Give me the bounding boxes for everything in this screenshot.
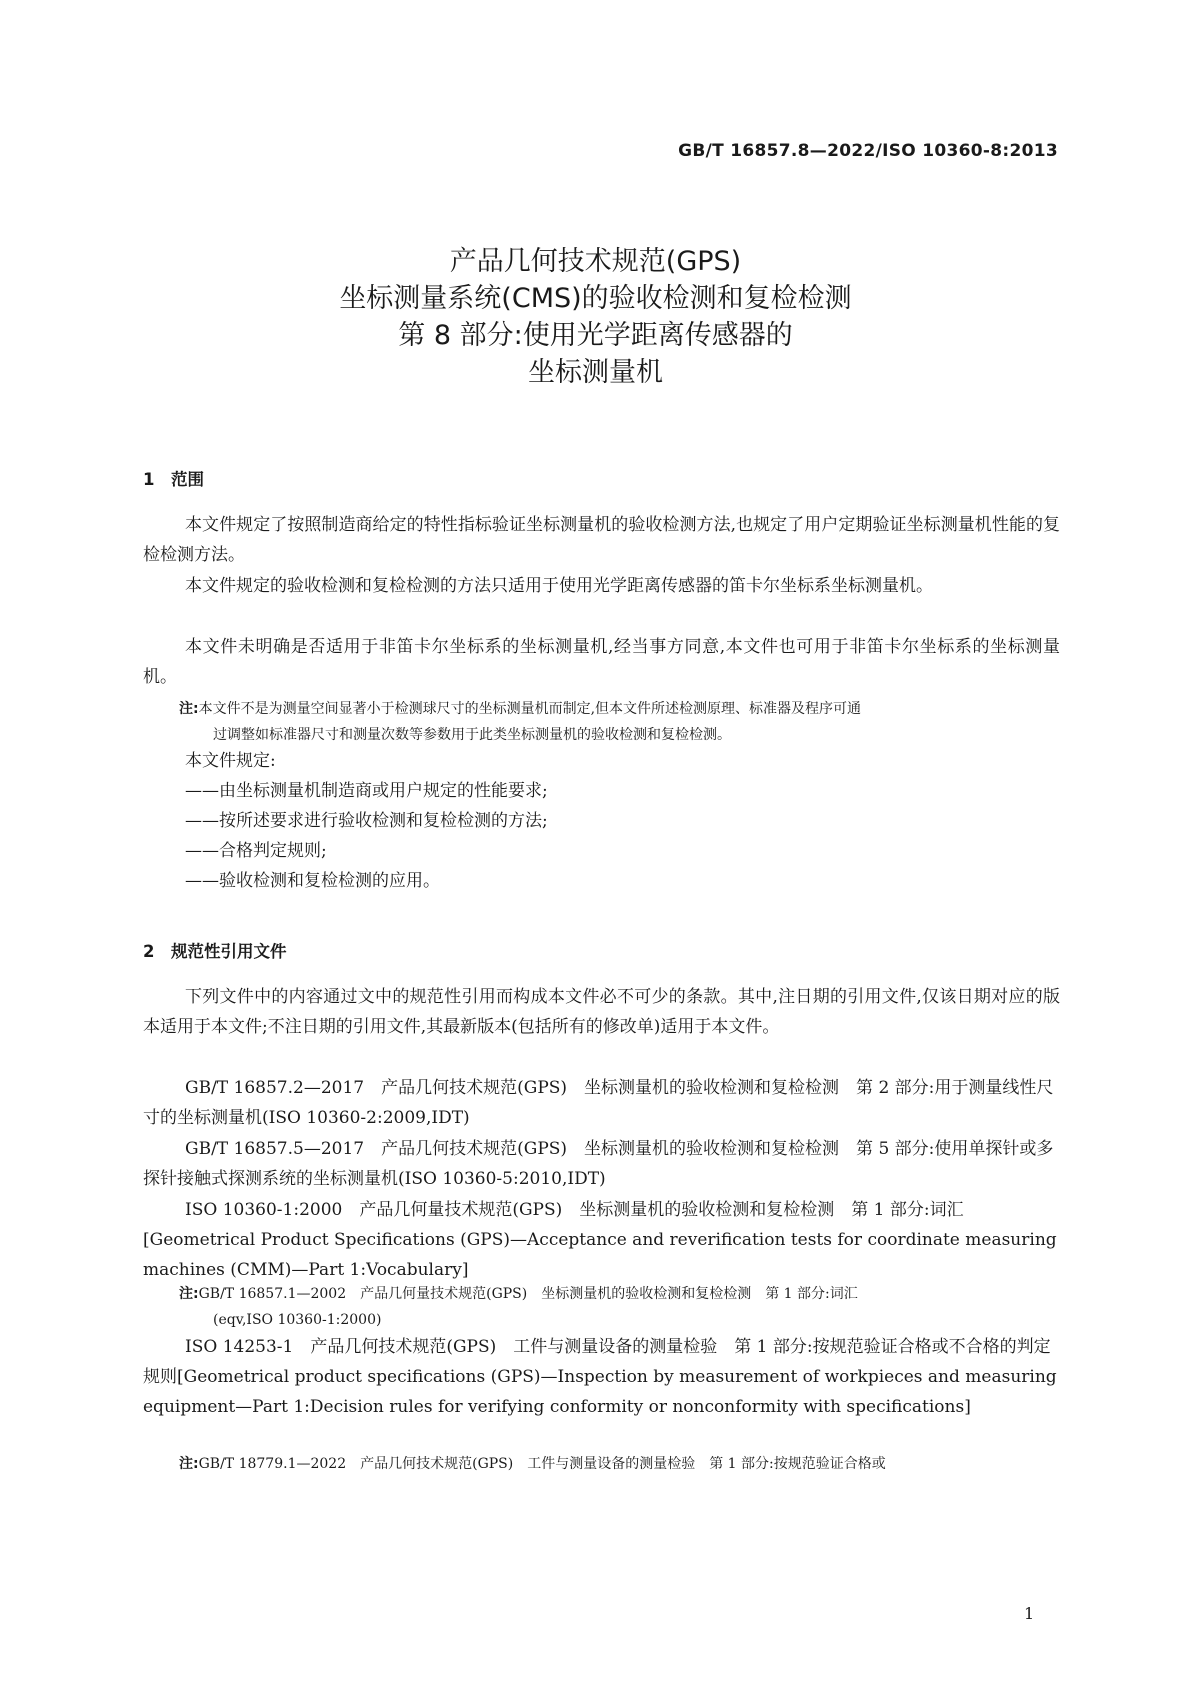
list-item: ——合格判定规则; (185, 841, 327, 861)
section-1-paragraph-1: 本文件规定了按照制造商给定的特性指标验证坐标测量机的验收检测方法,也规定了用户定期验证坐标测量机性能的复检检测方法。 (143, 515, 1060, 565)
note-label: 注: (179, 1456, 199, 1472)
section-1-title: 范围 (171, 470, 204, 489)
section-1-note (179, 696, 1059, 748)
section-2-intro: 下列文件中的内容通过文中的规范性引用而构成本文件必不可少的条款。其中,注日期的引用文件,仅该日期对应的版本适用于本文件;不注日期的引用文件,其最新版本(包括所有的修改单)适用于本文件。 (143, 987, 1060, 1037)
note-text-line-2: 过调整如标准器尺寸和测量次数等参数用于此类坐标测量机的验收检测和复检检测。 (213, 727, 731, 743)
note-text-line-1: 本文件不是为测量空间显著小于检测球尺寸的坐标测量机而制定,但本文件所述检测原理、标准器及程序可通 (198, 701, 862, 717)
section-2-number: 2 (143, 942, 155, 961)
reference-note-1 (179, 1281, 1059, 1333)
note-text-line-2: (eqv,ISO 10360-1:2000) (213, 1312, 382, 1328)
title-line-4: 坐标测量机 (528, 357, 663, 388)
note-text-line-1: GB/T 16857.1—2002 产品几何量技术规范(GPS) 坐标测量机的验收检测和复检检测 第 1 部分:词汇 (198, 1286, 858, 1302)
document-title (0, 243, 1191, 391)
note-label: 注: (179, 1286, 199, 1302)
specifies-intro: 本文件规定: (185, 751, 276, 771)
section-1-paragraph-2: 本文件规定的验收检测和复检检测的方法只适用于使用光学距离传感器的笛卡尔坐标系坐标测量机。 (185, 576, 933, 596)
note-text-line-1: GB/T 18779.1—2022 产品几何技术规范(GPS) 工件与测量设备的测量检验 第 1 部分:按规范验证合格或 (198, 1456, 886, 1472)
section-2-heading (143, 938, 287, 962)
section-1-number: 1 (143, 470, 155, 489)
section-1-paragraph-3: 本文件未明确是否适用于非笛卡尔坐标系的坐标测量机,经当事方同意,本文件也可用于非笛卡尔坐标系的坐标测量机。 (143, 637, 1060, 687)
reference-note-2 (179, 1451, 1059, 1477)
reference-iso-14253-1: ISO 14253-1 产品几何技术规范(GPS) 工件与测量设备的测量检验 第 1 部分:按规范验证合格或不合格的判定规则[Geometrical product specifications (GPS)—Inspection by measurement of workpieces and measuring equipment—Part 1:Decision rules for verifying conformity or nonconformity with specifications] (143, 1337, 1057, 1417)
list-item: ——按所述要求进行验收检测和复检检测的方法; (185, 811, 548, 831)
reference-gbt-16857-2: GB/T 16857.2—2017 产品几何技术规范(GPS) 坐标测量机的验收检测和复检检测 第 2 部分:用于测量线性尺寸的坐标测量机(ISO 10360-2:2009,IDT) (143, 1078, 1054, 1128)
section-1-heading (143, 466, 204, 490)
title-line-3: 第 8 部分:使用光学距离传感器的 (398, 320, 793, 351)
list-item: ——验收检测和复检检测的应用。 (185, 871, 440, 891)
note-label: 注: (179, 701, 199, 717)
standard-code: GB/T 16857.8—2022/ISO 10360-8:2013 (678, 141, 1058, 161)
list-item: ——由坐标测量机制造商或用户规定的性能要求; (185, 781, 548, 801)
title-line-2: 坐标测量系统(CMS)的验收检测和复检检测 (339, 283, 852, 314)
reference-gbt-16857-5: GB/T 16857.5—2017 产品几何技术规范(GPS) 坐标测量机的验收检测和复检检测 第 5 部分:使用单探针或多探针接触式探测系统的坐标测量机(ISO 10360-5:2010,IDT) (143, 1139, 1054, 1189)
page-number: 1 (1024, 1604, 1035, 1623)
title-line-1: 产品几何技术规范(GPS) (449, 246, 742, 277)
reference-iso-10360-1: ISO 10360-1:2000 产品几何量技术规范(GPS) 坐标测量机的验收检测和复检检测 第 1 部分:词汇[Geometrical Product Specifications (GPS)—Acceptance and reverification tests for coordinate measuring machines (CMM)—Part 1:Vocabulary] (143, 1200, 1057, 1280)
section-2-title: 规范性引用文件 (171, 942, 287, 961)
